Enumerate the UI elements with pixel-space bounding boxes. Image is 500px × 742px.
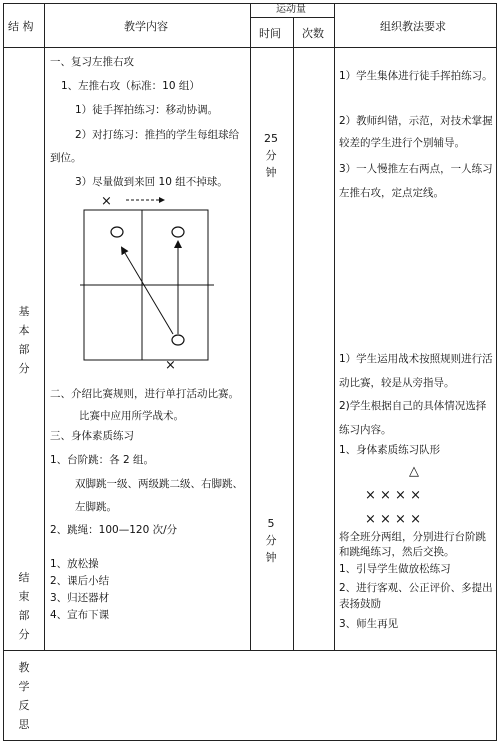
header-content: 教学内容 [124,20,168,33]
section-reflection-label [17,658,31,734]
player-mark: × [165,358,176,373]
content-line: 到位。 [50,152,82,164]
table-tennis-diagram [80,190,220,376]
section-basic-char: 本 [18,324,30,337]
org-item: 将全班分两组，分别进行台阶跳和跳绳练习，然后交换。 [339,531,486,558]
section-basic-char: 基 [18,305,30,318]
col-divider-content [250,3,251,651]
time-end-unit: 钟 [265,551,277,564]
content-line: 双脚跳一级、两级跳二级、右脚跳、 [75,478,243,490]
org-item: 2）教师纠错，示范，对技术掌握较差的学生进行个别辅导。 [339,115,493,149]
section-reflection-char: 思 [18,718,30,731]
header-count: 次数 [302,27,324,40]
content-line: 1、台阶跳：各 2 组。 [50,454,155,466]
org-item: 2、进行客观、公正评价、多提出表扬鼓励 [339,582,493,610]
end-item: 4、宣布下课 [50,609,110,621]
content-line: 2、跳绳：100—120 次/分 [50,524,178,536]
table-bottom-border [3,740,497,741]
org-item: 1、引导学生做放松练习 [339,563,451,575]
time-end-value: 5 [267,517,275,530]
org-item: 3、师生再见 [339,618,399,630]
org-item: 1）学生运用战术按照规则进行活动比赛，较是从旁指导。 [339,353,493,389]
header-structure: 结 构 [8,20,34,33]
content-line: 左脚跳。 [75,501,117,513]
content-line: 2）对打练习：推挡的学生每组球给 [75,129,240,141]
ball-position [172,335,184,345]
ball-position [172,227,184,237]
col-divider-count [334,3,335,651]
content-line: 三、身体素质练习 [50,430,134,442]
time-end-unit: 分 [265,534,277,547]
amount-subheader-line [250,17,334,18]
end-item: 2、课后小结 [50,575,110,587]
section-basic-label [17,302,31,378]
header-time: 时间 [259,27,281,40]
col-divider-structure [44,3,45,651]
section-end-char: 分 [18,628,30,641]
time-basic-unit: 分 [265,149,277,162]
table-left-border [3,3,4,741]
time-end [264,515,278,566]
section-reflection-char: 学 [18,680,30,693]
section-end-label [17,568,31,644]
section-end-char: 束 [18,590,30,603]
section-reflection-char: 反 [18,699,30,712]
header-org: 组织教法要求 [380,20,446,33]
formation-row: × × × × [365,488,421,503]
content-line: 1）徒手挥拍练习：移动协调。 [75,104,219,116]
section-basic-char: 分 [18,362,30,375]
org-item: 3）一人慢推左右两点，一人练习左推右攻，定点定线。 [339,163,493,199]
time-basic-value: 25 [264,132,278,145]
section-reflection-char: 教 [18,661,30,674]
content-line: 一、复习左推右攻 [50,56,134,68]
section-basic-char: 部 [18,343,30,356]
table-right-border [496,3,497,741]
org-item: 1、身体素质练习队形 [339,444,441,456]
trajectory-arrow [122,248,173,334]
formation-teacher-mark: △ [409,464,419,479]
content-line: 3）尽量做到来回 10 组不掉球。 [75,176,228,188]
content-line: 1、左推右攻（标准：10 组） [61,80,200,92]
col-divider-time [293,17,294,651]
content-line: 比赛中应用所学战术。 [79,410,184,422]
org-item: 2)学生根据自己的具体情况选择练习内容。 [339,400,487,436]
header-amount: 运动量 [276,4,306,15]
section-end-char: 结 [18,571,30,584]
end-item: 1、放松操 [50,558,99,570]
content-line: 二、介绍比赛规则，进行单打活动比赛。 [50,388,239,400]
section-end-char: 部 [18,609,30,622]
org-item: 1）学生集体进行徒手挥拍练习。 [339,70,493,82]
end-item: 3、归还器材 [50,592,110,604]
time-basic [264,130,278,181]
formation-row: × × × × [365,512,421,527]
ball-position [111,227,123,237]
time-basic-unit: 钟 [265,166,277,179]
player-mark: × [101,194,112,209]
